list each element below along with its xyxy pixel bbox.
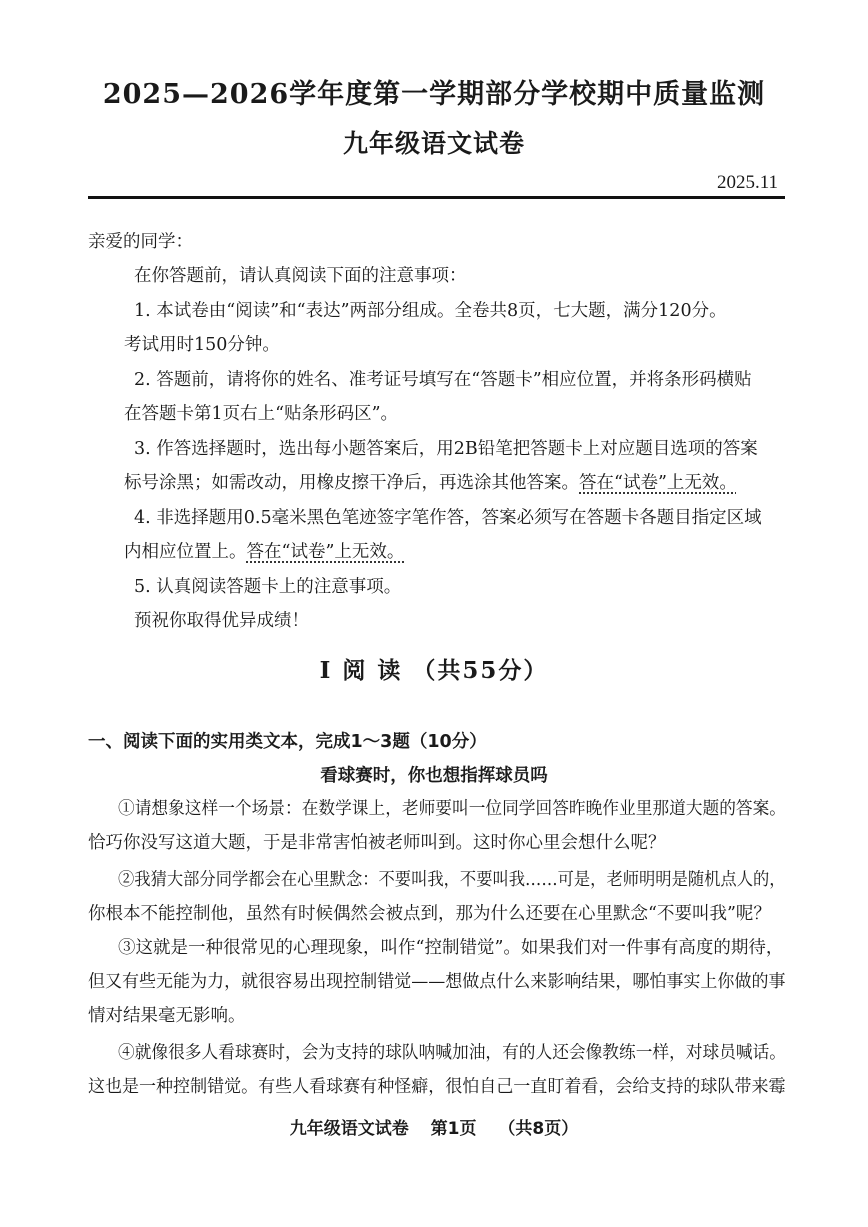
notice-item-3-cont-text: 标号涂黑；如需改动，用橡皮擦干净后，再选涂其他答案。 bbox=[124, 473, 579, 493]
notice-item-4: 4. 非选择题用0.5毫米黑色笔迹签字笔作答，答案必须写在答题卡各题目指定区域 bbox=[134, 508, 762, 528]
notice-item-3-emphasis: 答在“试卷”上无效。 bbox=[579, 473, 737, 493]
footer-page-number: 第1页 bbox=[430, 1119, 477, 1139]
paragraph-1-line-1: ①请想象这样一个场景：在数学课上，老师要叫一位同学回答昨晚作业里那道大题的答案。 bbox=[118, 799, 787, 819]
paragraph-4-line-1: ④就像很多人看球赛时，会为支持的球队呐喊加油，有的人还会像教练一样，对球员喊话。 bbox=[118, 1043, 787, 1063]
notice-item-5: 5. 认真阅读答题卡上的注意事项。 bbox=[134, 577, 402, 597]
page-footer bbox=[0, 1114, 868, 1139]
notice-item-4-emphasis: 答在“试卷”上无效。 bbox=[246, 542, 405, 562]
paragraph-1-line-2: 恰巧你没写这道大题，于是非常害怕被老师叫到。这时你心里会想什么呢？ bbox=[88, 833, 666, 853]
paragraph-2-line-1: ②我猜大部分同学都会在心里默念：不要叫我，不要叫我……可是，老师明明是随机点人的， bbox=[118, 870, 786, 890]
paragraph-3-line-2: 但又有些无能为力，就很容易出现控制错觉——想做点什么来影响结果，哪怕事实上你做的事 bbox=[88, 972, 786, 992]
exam-date: 2025.11 bbox=[716, 172, 778, 193]
footer-total-pages: （共8页） bbox=[498, 1119, 579, 1139]
notice-item-1-cont: 考试用时150分钟。 bbox=[124, 335, 280, 355]
notice-item-3: 3. 作答选择题时，选出每小题答案后，用2B铅笔把答题卡上对应题目选项的答案 bbox=[134, 439, 758, 459]
header-divider bbox=[88, 196, 785, 199]
paragraph-2-line-2: 你根本不能控制他，虽然有时候偶然会被点到，那为什么还要在心里默念“不要叫我”呢？ bbox=[88, 904, 771, 924]
notice-greeting: 亲爱的同学： bbox=[88, 232, 193, 252]
notice-item-4-cont-text: 内相应位置上。 bbox=[124, 542, 247, 562]
notice-item-4-cont bbox=[124, 540, 404, 564]
footer-exam-name: 九年级语文试卷 bbox=[289, 1119, 409, 1139]
notice-item-2-cont: 在答题卡第1页右上“贴条形码区”。 bbox=[124, 404, 399, 424]
paragraph-4-line-2: 这也是一种控制错觉。有些人看球赛有种怪癖，很怕自己一直盯着看，会给支持的球队带来霉 bbox=[88, 1077, 786, 1097]
article-title: 看球赛时，你也想指挥球员吗 bbox=[320, 766, 548, 786]
question-1-heading: 一、阅读下面的实用类文本，完成1～3题（10分） bbox=[88, 732, 487, 752]
notice-item-1: 1. 本试卷由“阅读”和“表达”两部分组成。全卷共8页，七大题，满分120分。 bbox=[134, 301, 727, 321]
exam-title: 2025—2026学年度第一学期部分学校期中质量监测 bbox=[102, 79, 766, 110]
notice-item-2: 2. 答题前，请将你的姓名、准考证号填写在“答题卡”相应位置，并将条形码横贴 bbox=[134, 370, 752, 390]
exam-subtitle: 九年级语文试卷 bbox=[342, 129, 525, 158]
notice-intro: 在你答题前，请认真阅读下面的注意事项： bbox=[134, 266, 467, 286]
paragraph-3-line-1: ③这就是一种很常见的心理现象，叫作“控制错觉”。如果我们对一件事有高度的期待， bbox=[118, 938, 784, 958]
paragraph-3-line-3: 情对结果毫无影响。 bbox=[88, 1006, 246, 1026]
notice-item-3-cont bbox=[124, 471, 737, 495]
section-heading-reading: Ⅰ 阅 读 （共55分） bbox=[319, 657, 549, 684]
notice-wish: 预祝你取得优异成绩！ bbox=[134, 611, 309, 631]
